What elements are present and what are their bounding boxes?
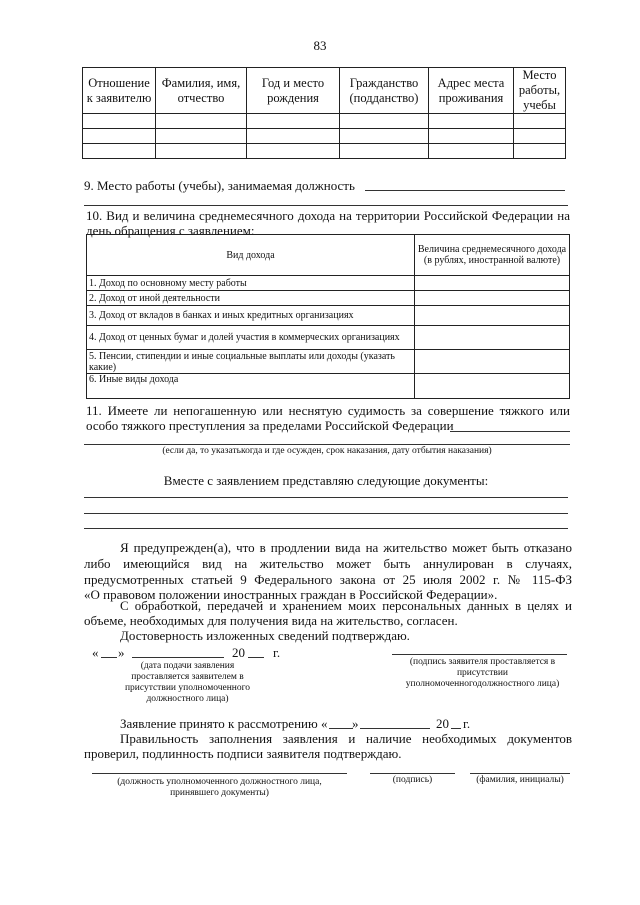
name-note: (фамилия, инициалы) [476, 775, 564, 785]
accepted-day-line [329, 728, 353, 729]
confirm-text: Достоверность изложенных сведений подтверждаю. [120, 628, 410, 643]
item9-line [365, 190, 565, 191]
table-row [87, 326, 570, 350]
rel-header-citizenship: Гражданство (подданство) [340, 68, 429, 114]
table-row [83, 144, 566, 159]
accepted-month-line [360, 728, 430, 729]
signature-note: (подпись заявителя проставляется в присутствии уполномоченногодолжностного лица) [405, 657, 560, 689]
date-note: (дата подачи заявления проставляется заявителем в присутствии уполномоченного должностного лица) [124, 661, 251, 704]
income-table [86, 234, 570, 399]
income-header-type: Вид дохода [87, 235, 415, 276]
accepted-year: 20 [436, 716, 449, 731]
item11-line [450, 431, 570, 432]
item11-line1: 11. Имеете ли непогашенную или неснятую судимость за совершение тяжкого или [86, 403, 570, 418]
consent-line2: объеме, необходимых для получения вида на жительство, согласен. [84, 613, 458, 628]
rel-header-work: Место работы, учебы [514, 68, 566, 114]
warning-line1: Я предупрежден(а), что в продлении вида на жительство может быть отказано [120, 540, 572, 555]
item10-line1: 10. Вид и величина среднемесячного дохода на территории Российской Федерации на [86, 208, 570, 223]
item11-line2: особо тяжкого преступления за пределами Российской Федерации [86, 418, 454, 433]
item9-label: 9. Место работы (учебы), занимаемая должность [84, 178, 355, 193]
rel-header-birth: Год и место рождения [247, 68, 340, 114]
income-row-label: 4. Доход от ценных бумаг и долей участия в коммерческих организациях [87, 326, 415, 350]
docs-line [84, 513, 568, 514]
income-row-label: 2. Доход от иной деятельности [87, 291, 415, 306]
docs-line [84, 528, 568, 529]
date-year-line [248, 657, 264, 658]
relatives-table [82, 67, 566, 159]
page-number: 83 [313, 38, 327, 53]
date-month-line [132, 657, 224, 658]
official-note: (должность уполномоченного должностного лица, принявшего документы) [117, 777, 322, 798]
item11-note: (если да, то указатькогда и где осужден, срок наказания, дату отбытия наказания) [162, 446, 492, 456]
item11-line3 [84, 444, 570, 445]
date-year: 20 [232, 645, 245, 660]
date-quote-close: » [118, 645, 125, 660]
signature-note-2: (подпись) [392, 775, 433, 785]
accepted-year-line [451, 728, 461, 729]
warning-line3: предусмотренных статьей 9 Федерального закона от 25 июля 2002 г. № 115-ФЗ [84, 572, 572, 587]
table-row [83, 129, 566, 144]
rel-header-relation: Отношение к заявителю [83, 68, 156, 114]
income-header-value: Величина среднемесячного дохода (в рублях, иностранной валюте) [415, 235, 570, 276]
rel-header-address: Адрес места проживания [429, 68, 514, 114]
table-row [83, 114, 566, 129]
accepted-prefix: Заявление принято к рассмотрению « [120, 716, 328, 731]
docs-line [84, 497, 568, 498]
table-row [87, 276, 570, 291]
docs-heading: Вместе с заявлением представляю следующие документы: [163, 473, 489, 488]
table-row [87, 350, 570, 374]
accepted-suffix: г. [463, 716, 471, 731]
table-row [87, 291, 570, 306]
check-line1: Правильность заполнения заявления и наличие необходимых документов [120, 731, 572, 746]
date-quote-open: « [92, 645, 99, 660]
date-day-line [101, 657, 117, 658]
official-line [92, 773, 347, 774]
check-line2: проверил, подлинность подписи заявителя подтверждаю. [84, 746, 402, 761]
signature-line-2 [370, 773, 455, 774]
consent-line1: С обработкой, передачей и хранением моих персональных данных в целях и [120, 598, 572, 613]
warning-line4: «О правовом положении иностранных граждан в Российской Федерации». [84, 587, 498, 602]
income-row-label: 1. Доход по основному месту работы [87, 276, 415, 291]
item10-line2: день обращения с заявлением: [86, 223, 255, 238]
warning-line2: либо имеющийся вид на жительство может быть аннулирован в случаях, [84, 556, 572, 571]
table-row [87, 306, 570, 326]
rel-header-name: Фамилия, имя, отчество [156, 68, 247, 114]
name-line [470, 773, 570, 774]
date-suffix: г. [273, 645, 281, 660]
income-row-label: 5. Пенсии, стипендии и иные социальные выплаты или доходы (указать какие) [87, 350, 415, 374]
accepted-quote-close: » [352, 716, 359, 731]
item9-line2 [84, 205, 568, 206]
signature-line [392, 654, 567, 655]
income-row-label: 3. Доход от вкладов в банках и иных кредитных организациях [87, 306, 415, 326]
income-row-label: 6. Иные виды дохода [87, 374, 415, 399]
table-row [87, 374, 570, 399]
